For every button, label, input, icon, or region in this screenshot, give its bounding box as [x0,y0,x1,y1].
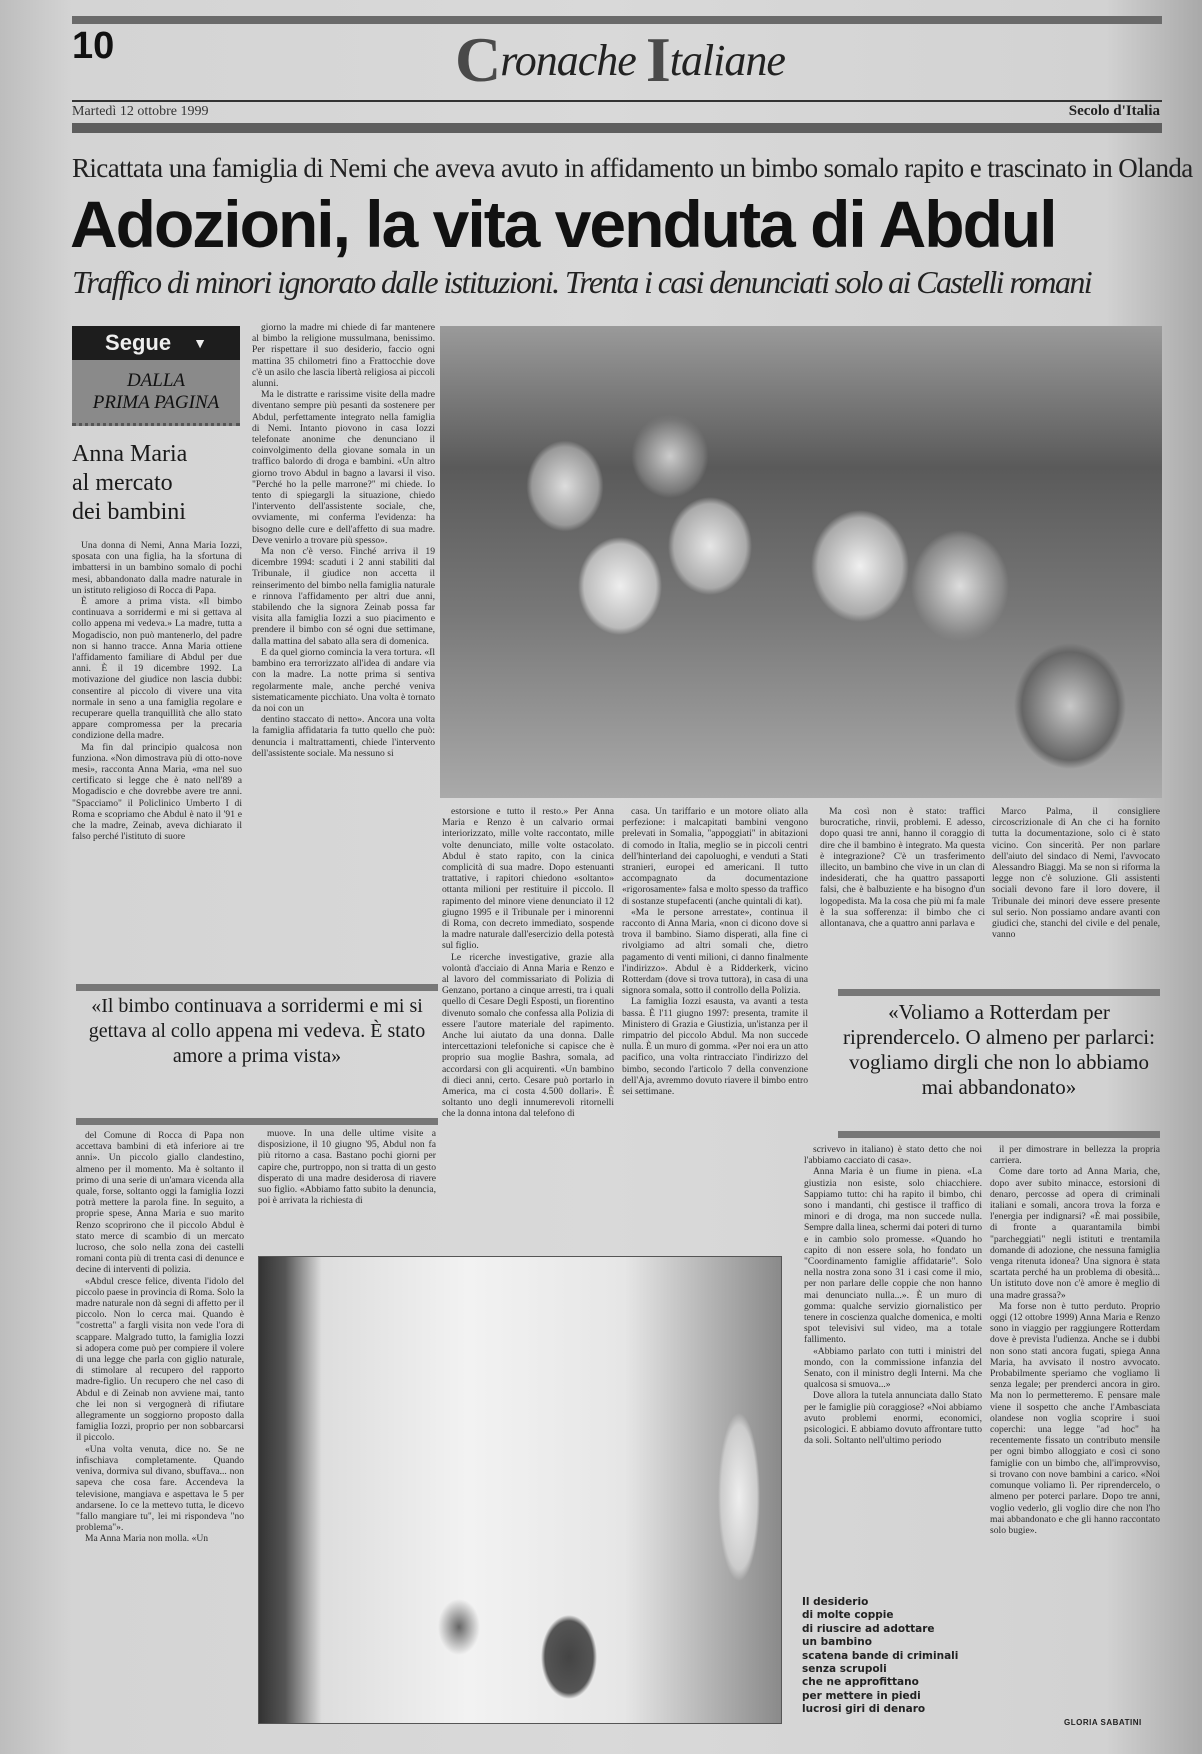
side-title-line: al mercato [72,470,173,496]
article-subheadline: Traffico di minori ignorato dalle istituzioni. Trenta i casi denunciati solo ai Castelli romani [72,264,1092,300]
paragraph: il per dimostrare in bellezza la propria carriera. [990,1144,1160,1167]
paragraph: Le ricerche investigative, grazie alla volontà d'acciaio di Anna Maria e Renzo e al lavoro del commissariato di Polizia di Genzano, portano a cinque arresti, tra i quali quello di Cesare Degli Esposti, un fiorentino divenuto somalo che confessa alla Polizia di essere l'autore materiale del rapimento. Anche lui aiutato da una donna. Dalle intercettazioni telefoniche si capisce che è proprio sua moglie Bashra, somala, ad accordarsi con gli acquirenti. «Un bambino di dieci anni, certo. Cesare può portarlo in America, ma ci costa 4.500 dollari». È soltanto uno degli innumerevoli ritornelli che la donna intona dal telefono di [442,951,614,1120]
prima-pagina-line: PRIMA PAGINA [92,392,220,413]
paragraph: «Una volta venuta, dice no. Se ne infischiava completamente. Quando veniva, dormiva sul divano, sbuffava... non sapeva che cosa fare. Accendeva la televisione, mangiava e aspettava le 5 per andarsene. Io ce la mettevo tutta, le dicevo "fallo mangiare tu", lei mi rispondeva "no problema"». [76,1443,244,1534]
author-byline: GLORIA SABATINI [1064,1718,1142,1727]
paragraph: Ma Anna Maria non molla. «Un [85,1533,209,1545]
section-word-1: ronache [500,36,646,85]
masthead-bottom-rule [72,123,1162,133]
column-5-bottom [804,1144,982,1590]
column-2-bottom [258,1128,436,1246]
pull-quote-1-top-rule [76,984,438,991]
continued-from-front-page [72,360,240,426]
column-4 [622,806,808,1252]
column-5-top [820,806,985,984]
paragraph: casa. Un tariffario e un motore oliato alla perfezione: i malcapitati bambini vengono prelevati in Somalia, "appoggiati" in abitazioni di comodo in Italia, meglio se in piccoli centri dell'hinterland dei capoluoghi, e venduti a Stati stranieri, europei ed americani. Il tutto accompagnato da documentazione «rigorosamente» falsa e molto spesso da traffico di sostanze stupefacenti (anche quintali di kat). [622,806,808,907]
photo-caption [802,1596,972,1717]
caption-line: senza scrupoli [802,1663,887,1676]
caption-line: di molte coppie [802,1609,894,1622]
caption-line: un bambino [802,1636,872,1649]
paragraph: dentino staccato di netto». Ancora una volta la famiglia affidataria fa tutto quello che può: denuncia i maltrattamenti, chiede l'intervento dell'assistente sociale. Ma nessuno si [252,714,435,759]
section-word-2: taliane [669,36,785,85]
paragraph: estorsione e tutto il resto.» Per Anna Maria e Renzo è un calvario ormai interiorizzato, mille volte raccontato, mille volte denunciato, mille volte ostacolato. Abdul è stato rapito, con la cinica complicità di sua madre. Dopo estenuanti trattative, i rapitori chiedono «soltanto» ottanta milioni per restituire il piccolo. Il rapimento del minore viene denunciato il 12 giugno 1995 e il Tribunale per i minorenni di Roma, con decreto immediato, sospende la madre naturale dall'esercizio della potestà sul figlio. [442,806,614,952]
paragraph: Come dare torto ad Anna Maria, che, dopo aver subito minacce, estorsioni di denaro, percosse ad opera di criminali italiani e somali, ancora trova la forza e l'energia per indignarsi? «È mai possibile, di fronte a quarantamila bimbi "parcheggiati" negli istituti e trentamila domande di adozione, che nessuna famiglia venga ritenuta idonea? Una signora è stata scartata perché ha un problema di obesità... Un istituto dove non c'è amore è meglio di una madre grassa?» [990,1166,1160,1301]
caption-line: per mettere in piedi [802,1689,921,1702]
segue-label: Segue [105,330,172,355]
paragraph: Una donna di Nemi, Anna Maria Iozzi, sposata con una figlia, ha la sfortuna di imbattersi in un bambino somalo di pochi mesi, abbandonato dalla madre naturale in un istituto religioso di Rocca di Papa. [72,540,242,596]
column-1-top [72,540,242,976]
section-initial-c: C [455,24,501,95]
paragraph: E da quel giorno comincia la vera tortura. «Il bambino era terrorizzato all'idea di andare via con la madre. La notte prima si sentiva regolarmente male, anche perché veniva sistematicamente picchiato. Una volta è tornato da noi con un [252,646,435,714]
section-initial-i: I [645,24,670,95]
caption-line: che ne approfittano [802,1676,919,1689]
column-6-bottom [990,1144,1160,1714]
paragraph: giorno la madre mi chiede di far mantenere al bimbo la religione mussulmana, benissimo. Per rispettare il suo desiderio, faccio ogni mattina 35 chilometri fino a Frattocchie dove c'è un asilo che lascia libertà religiosa ai piccoli alunni. [252,322,435,390]
segue-banner [72,326,240,360]
paragraph: La famiglia Iozzi esausta, va avanti a testa bassa. È l'11 giugno 1997: presenta, tramite il Ministero di Grazia e Giustizia, un'istanza per il rimpatrio del piccolo Abdul. Ma non succede nulla. È un muro di gomma. «Per noi era un atto pacifico, una volta rintracciato l'indirizzo del bimbo, secondo l'articolo 7 della convenzione dell'Aja, avremmo dovuto riavere il bimbo entro sei settimane. [622,996,808,1098]
paragraph: Ma fin dal principio qualcosa non funziona. «Non dimostrava più di otto-nove mesi», racconta Anna Maria, «ma nel suo certificato si legge che è nato nell'89 a Mogadiscio e che dovrebbe avere tre anni. "Spacciamo" il Policlinico Umberto I di Roma e scopriamo che Abdul è nato il '91 e che la madre, Zeinab, aveva dichiarato il falso perché l'istituto di suore [72,741,242,843]
paragraph: Dove allora la tutela annunciata dallo Stato per le famiglie più coraggiose? «Noi abbiamo avuto problemi enormi, economici, psicologici. E abbiamo dovuto affrontare tutto da soli. Soltanto nell'ultimo periodo [804,1390,982,1447]
triangle-down-icon: ▼ [193,335,207,351]
paragraph: del Comune di Rocca di Papa non accettava bambini di età inferiore ai tre anni». Un piccolo giallo clandestino, almeno per il momento. Ma è soltanto il primo di una serie di un'amara vicenda alla quale, forse, soltanto oggi la famiglia Iozzi potrà mettere la parola fine. In seguito, a proprie spese, Anna Maria e suo marito Renzo scoprirono che il piccolo Abdul è stato merce di scambio di un mercato lucroso, che solo nella zona dei castelli romani conta più di trenta casi di denunce e decine di interventi di polizia. [76,1130,244,1276]
paragraph: Ma forse non è tutto perduto. Proprio oggi (12 ottobre 1999) Anna Maria e Renzo sono in viaggio per raggiungere Rotterdam dove è prevista l'udienza. Anche se i dubbi non sono stati ancora fugati, spiega Anna Maria, ha avvisato il nostro avvocato. Probabilmente speriamo che vogliamo lì senza legale; per prenderci ancora in giro. Ma non lo permetteremo. E pensare male viene il sospetto che anche l'Ambasciata olandese non voglia scoprire i suoi coperchi: una legge "ad hoc" ha recentemente fissato un contributo mensile per ogni bimbo alloggiato e così ci sono famiglie con un bimbo che, all'improvviso, si trovano con nove bambini a carico. «Noi comunque voliamo lì. Per riprendercelo, o almeno per poterci parlare. Dopo tre anni, voglio vederlo, gli voglio dire che non l'ho mai abbandonato e che gli hanno raccontato solo bugie». [990,1300,1160,1536]
photo-children-playroom [258,1256,782,1724]
side-title-line: dei bambini [72,499,186,525]
paragraph: «Abdul cresce felice, diventa l'idolo del piccolo paese in provincia di Roma. Solo la madre naturale non dà segni di affetto per il piccolo. Non lo cerca mai. Quando è "costretta" a fargli visita non vede l'ora di scappare. Malgrado tutto, la famiglia Iozzi si adopera come può per compiere il volere di una legge che parla con giglio naturale, di stimolare al recupero del rapporto madre-figlio. Un recupero che nel caso di Abdul e di Zeinab non avviene mai, tanto che lei non si vergognerà di rifiutare allegramente un soggiorno proposto dalla famiglia Iozzi, proprio per non sobbarcarsi il piccolo. [76,1275,244,1444]
newspaper-name: Secolo d'Italia [1068,103,1160,119]
caption-line: Il desiderio [802,1596,869,1608]
column-2-top [252,322,435,982]
column-1-bottom [76,1130,244,1740]
caption-line: lucrosi giri di denaro [802,1703,926,1716]
article-headline: Adozioni, la vita venduta di Abdul [70,187,1056,261]
pull-quote-2-top-rule [838,989,1160,996]
paragraph: Ma le distratte e rarissime visite della madre diventano sempre più pesanti da sostenere per Abdul, perfettamente integrato nella famiglia di Nemi. Intanto piovono in casa Iozzi telefonate anonime che denunciano il coinvolgimento della giovane somala in un traffico balordo di droga e bambini. «Un altro giorno trovo Abdul in bagno a lavarsi il viso. "Perché ho la pelle marrone?" mi chiede. Io tento di spiegargli la situazione, chiedo l'intervento dell'assistente sociale, che, ovviamente, mi conferma l'evidenza: ha bisogno delle cure e dell'affetto di sua madre. Deve venirlo a trovare più spesso». [252,389,435,546]
section-title [430,26,810,98]
issue-date: Martedì 12 ottobre 1999 [72,104,209,119]
paragraph: Anna Maria è un fiume in piena. «La giustizia non esiste, solo chiacchiere. Sappiamo tutto: chi ha rapito il bimbo, chi sono i mandanti, chi gestisce il traffico di minori e di droga, ma non succede nulla. Sempre dalla linea, schermi dai poteri di turno e in cambio solo promesse. «Quando ho capito di non essere sola, ho fondato un "Coordinamento famiglie affidatarie". Solo nella nostra zona sono 31 i casi come il mio, per non parlare delle coppie che non hanno mai denunciato nulla...». È un muro di gomma: qualche servizio giornalistico per tenere in coscienza qualche domenica, e molti spot televisivi sul video, ma a totale fallimento. [804,1166,982,1346]
article-kicker: Ricattata una famiglia di Nemi che aveva avuto in affidamento un bimbo somalo rapito e trascinato in Olanda [72,153,1193,183]
paragraph: muove. In una delle ultime visite a disposizione, il 10 giugno '95, Abdul non fa più ritorno a casa. Bastano pochi giorni per capire che, purtroppo, non si tratta di un gesto disperato di una madre desiderosa di riavere suo figlio. «Abbiamo fatto subito la denuncia, poi è arrivata la richiesta di [258,1128,436,1207]
masthead-top-rule [72,16,1162,24]
paragraph: Marco Palma, il consigliere circoscrizionale di An che ci ha fornito tutta la documentazione, solo ci è stato vicino. Con sincerità. Per non parlare dell'aiuto del sindaco di Nemi, l'avvocato Alessandro Biaggi. Ma se non si riforma la legge non c'è soluzione. Gli assistenti sociali devono fare il loro dovere, il Tribunale dei minori deve essere presente sul serio. Non possiamo andare avanti con giudici che, stanchi del civile e del penale, vanno [992,806,1160,941]
side-title-line: Anna Maria [72,441,188,467]
dalla-line: DALLA [126,370,186,391]
pull-quote-2: «Voliamo a Rotterdam per riprendercelo. O almeno per parlarci: vogliamo dirgli che non lo abbiamo mai abbandonato» [843,1000,1155,1099]
paragraph: «Abbiamo parlato con tutti i ministri del mondo, con la commissione infanzia del Senato, con il ministro degli Interni. Ma che qualcosa si smuova...» [804,1345,982,1391]
pull-quote-1-bottom-rule [76,1118,438,1125]
pull-quote-1: «Il bimbo continuava a sorridermi e mi si gettava al collo appena mi vedeva. È stato amore a prima vista» [88,995,426,1067]
masthead-thin-rule [72,100,1162,102]
paragraph: Ma così non è stato: traffici burocratiche, rinvii, problemi. E adesso, dopo quasi tre anni, hanno il coraggio di dire che il bambino è integrato. Ma questa è integrazione? C'è un trasferimento illecito, un bambino che vive in un clan di indesiderati, che ha quattro passaporti falsi, che è balbuziente e ha bisogno d'un logopedista. Ma la cosa che più mi fa male è la sua sofferenza: il bimbo che ci allontanava, che a quattro anni parlava e [820,806,985,930]
caption-line: di riuscire ad adottare [802,1622,935,1635]
page-number: 10 [72,25,115,67]
caption-line: scatena bande di criminali [802,1649,959,1662]
column-6-top [992,806,1160,984]
paragraph: scrivevo in italiano) è stato detto che noi l'abbiamo cacciato di casa». [804,1144,982,1167]
column-3 [442,806,614,1252]
pull-quote-2-bottom-rule [838,1131,1160,1138]
paragraph: Ma non c'è verso. Finché arriva il 19 dicembre 1994: scaduti i 2 anni stabiliti dal Tribunale, il giudice non accetta il reinserimento del bimbo nella famiglia naturale e rinnova l'affidamento per altri due anni, stabilendo che la signora Zeinab possa far visita alla famiglia Iozzi a suo piacimento e prendere il bimbo con sé ogni due settimane, dalla mattina del sabato alla sera di domenica. [252,546,435,647]
paragraph: È amore a prima vista. «Il bimbo continuava a sorridermi e mi si gettava al collo appena mi vedeva.» La madre, tutta a Mogadiscio, non può mantenerlo, del padre non si hanno tracce. Anna Maria ottiene l'affidamento familiare di Abdul per due anni. È il 19 dicembre 1992. La motivazione del giudice non lascia dubbi: consentire al piccolo di vivere una vita normale in seno a una famiglia regolare e recuperare quella tranquillità che allo stato appare compromessa per la precaria condizione della madre. [72,596,242,742]
photo-children-group [440,326,1162,798]
side-title [72,440,242,527]
paragraph: «Ma le persone arrestate», continua il racconto di Anna Maria, «non ci dicono dove si trova il bambino. Siamo disperati, alla fine ci rivolgiamo ad altri somali che, dietro pagamento di venti milioni, ci danno finalmente l'indirizzo». Abdul è a Ridderkerk, vicino Rotterdam (dove si trova tuttora), in casa di una signora somala, sotto il controllo della Polizia. [622,906,808,997]
